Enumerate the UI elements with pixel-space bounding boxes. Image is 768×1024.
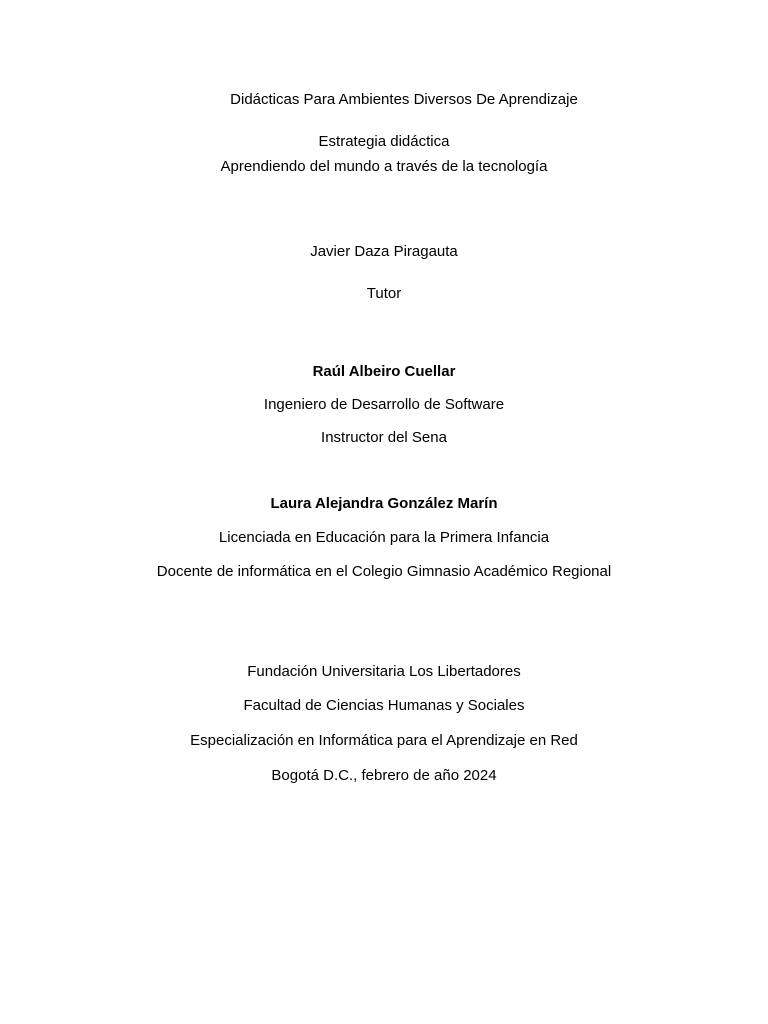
author-1-name: Raúl Albeiro Cuellar — [312, 363, 456, 380]
place-date: Bogotá D.C., febrero de año 2024 — [271, 767, 497, 784]
faculty-name: Facultad de Ciencias Humanas y Sociales — [243, 697, 525, 714]
course-title: Didácticas Para Ambientes Diversos De Aprendizaje — [230, 91, 578, 108]
strategy-title: Aprendiendo del mundo a través de la tecnología — [220, 158, 548, 175]
author-2-name: Laura Alejandra González Marín — [270, 495, 498, 512]
author-2-position: Docente de informática en el Colegio Gimnasio Académico Regional — [156, 563, 612, 580]
author-1-position: Instructor del Sena — [321, 429, 447, 446]
tutor-role: Tutor — [366, 285, 402, 302]
author-1-degree: Ingeniero de Desarrollo de Software — [263, 396, 505, 413]
author-2-degree: Licenciada en Educación para la Primera Infancia — [218, 529, 550, 546]
strategy-label: Estrategia didáctica — [318, 133, 450, 150]
program-name: Especialización en Informática para el Aprendizaje en Red — [190, 732, 578, 749]
tutor-name: Javier Daza Piragauta — [310, 243, 458, 260]
university-name: Fundación Universitaria Los Libertadores — [247, 663, 521, 680]
